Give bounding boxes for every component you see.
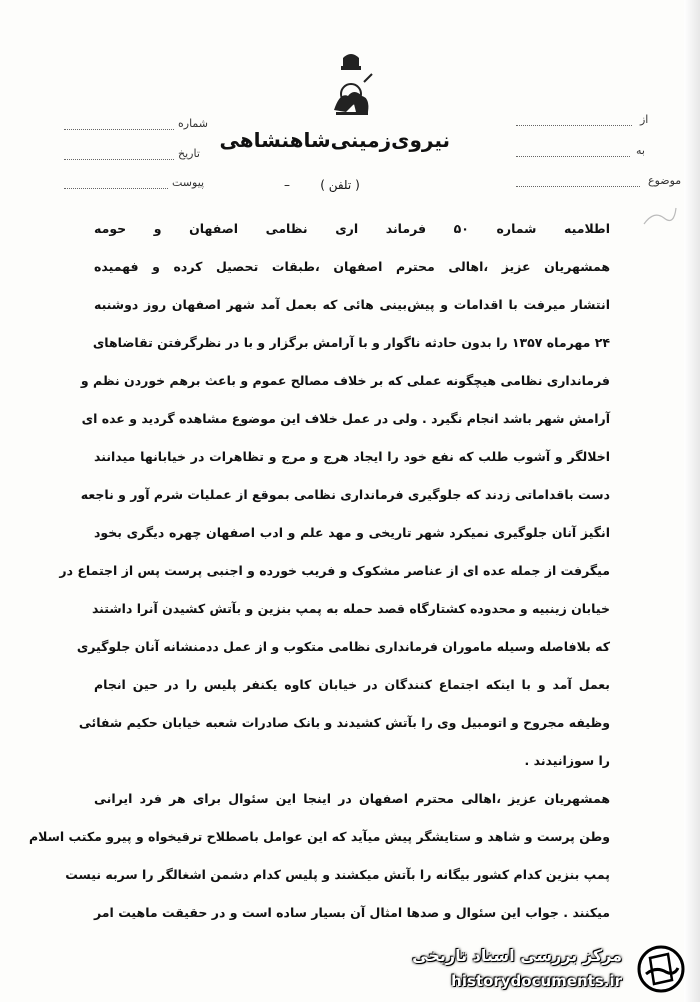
pen-mark (640, 200, 680, 240)
watermark-url: historydocuments.ir (451, 972, 622, 990)
body-line: وظیفه مجروح و اتومبیل وی را بآتش کشیدند و بانک صادرات شعبه خیابان حکیم شفائی (78, 715, 610, 730)
number-label: شماره (178, 117, 209, 130)
date-label: تاریخ (178, 147, 200, 160)
lion-and-sun-emblem-icon (326, 52, 376, 124)
body-line: میگرفت از جمله عده ای از عناصر مشکوک و فریب خورده و اجنبی پرست پس از اجتماع در (59, 563, 610, 578)
body-line: دست باقداماتی زدند که جلوگیری فرمانداری نظامی بموقع از عملیات شرم آور و ناجعه (80, 487, 610, 502)
organization-title: نیروی‌زمینی‌شاهنشاهی (219, 128, 450, 152)
body-line: آرامش شهر باشد انجام نگیرد . ولی در عمل خلاف این موضوع مشاهده گردید و عده ای (81, 411, 610, 426)
body-line: فرمانداری نظامی هیچگونه عملی که بر خلاف مصالح عموم و باعث برهم خوردن نظم و (80, 373, 610, 388)
body-line: همشهریان عزیز ،اهالی محترم اصفهان ،طبقات تحصیل کرده و فهمیده (94, 259, 610, 274)
to-label: به (636, 144, 645, 157)
phone-dash: – (284, 178, 290, 192)
body-line: انگیز آنان جلوگیری نمیکرد شهر تاریخی و مهد علم و ادب اصفهان چهره دیگری بخود (94, 525, 610, 540)
body-line: ۲۴ مهرماه ۱۳۵۷ را بدون حادثه ناگوار و با آرامش برگزار و با در نظرگرفتن تقاضاهای (92, 335, 610, 350)
body-line: خیابان زینبیه و محدوده کشتارگاه قصد حمله به پمپ بنزین و بآتش کشیدن آنرا داشتند (91, 601, 610, 616)
archive-watermark (408, 940, 694, 998)
phone-field (270, 178, 410, 192)
body-line: که بلافاصله وسیله ماموران فرمانداری نظامی متکوب و از عمل ددمنشانه آنان جلوگیری (76, 639, 610, 654)
body-line: پمپ بنزین کدام کشور بیگانه را بآتش میکشند و پلیس کدام دشمن اشغالگر را سربه نیست (65, 867, 610, 882)
phone-label: ( تلفن ) (320, 178, 360, 192)
body-line: اخلالگر و آشوب طلب که نفع خود را ایجاد هرج و مرج و تظاهرات در خیابانها میدانند (94, 449, 610, 464)
attachment-line (64, 188, 168, 189)
body-line: بعمل آمد و با اینکه اجتماع کنندگان در خیابان کاوه یکنفر پلیس را در حین انجام (94, 677, 610, 692)
to-line (516, 156, 630, 157)
watermark-title: مرکز بررسی اسناد تاریخی (412, 946, 622, 965)
date-line (64, 159, 174, 160)
subject-label: موضوع (648, 174, 682, 187)
body-line: همشهریان عزیز ،اهالی محترم اصفهان در اینجا این سئوال برای هر فرد ایرانی (94, 791, 610, 806)
announcement-body (28, 210, 610, 932)
body-line: انتشار میرفت با اقدامات و پیش‌بینی هائی که بعمل آمد شهر اصفهان روز دوشنبه (94, 297, 610, 312)
body-line: وطن پرست و شاهد و ستایشگر پیش میآید که این عوامل باصطلاح ترقیخواه و پیرو مکتب اسلام (28, 829, 610, 844)
body-line: اطلامیه شماره ۵۰ فرماند اری نظامی اصفهان و حومه (94, 221, 610, 236)
from-label: از (640, 113, 649, 126)
body-line: میکنند . جواب این سئوال و صدها امثال آن بسیار ساده است و در حقیقت ماهیت امر (94, 905, 610, 920)
body-line: را سوزانیدند . (524, 753, 610, 768)
number-line (64, 129, 174, 130)
page-edge-shadow (684, 0, 700, 1002)
attachment-label: پیوست (172, 176, 205, 189)
subject-line (516, 186, 640, 187)
from-line (516, 125, 632, 126)
document-archive-logo-icon (634, 944, 688, 994)
